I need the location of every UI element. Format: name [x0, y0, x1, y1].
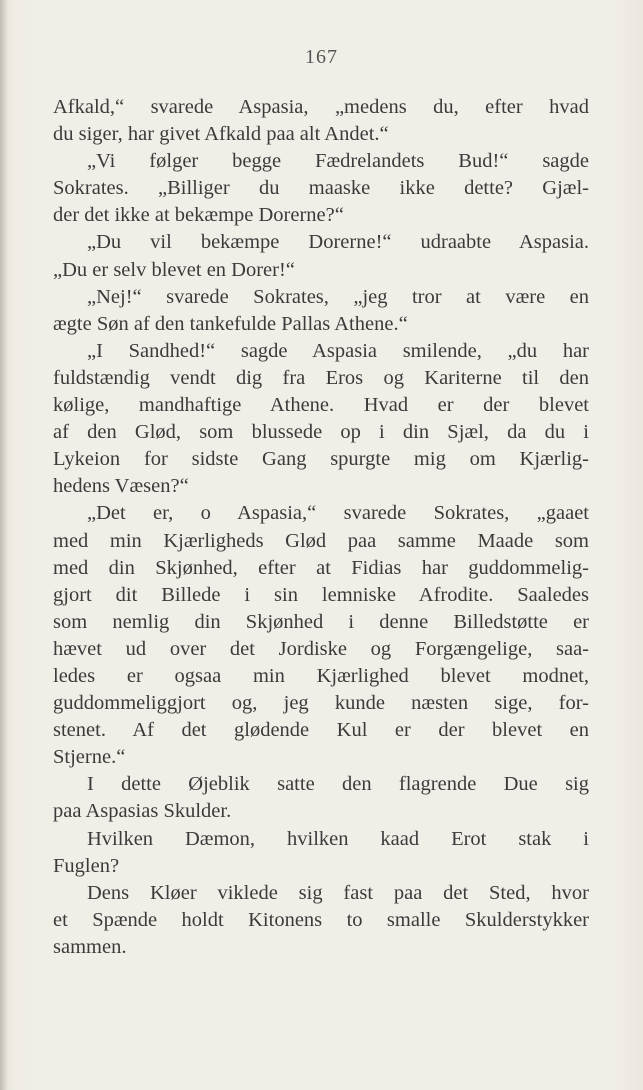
text-line: der det ikke at bekæmpe Dorerne?“ [53, 204, 344, 227]
text-line: Stjerne.“ [53, 746, 126, 769]
text-line: Hvilken Dæmon, hvilken kaad Erot stak i [87, 827, 589, 850]
text-line: Fuglen? [53, 854, 120, 877]
text-line: ledes er ogsaa min Kjærlighed blevet modnet, [53, 664, 589, 687]
text-line: med min Kjærligheds Glød paa samme Maade som [53, 529, 589, 552]
text-line: „Du vil bekæmpe Dorerne!“ udraabte Aspasia. [87, 231, 589, 254]
text-line: gjort dit Billede i sin lemniske Afrodite. Saaledes [53, 583, 589, 606]
page-number: 167 [305, 46, 338, 68]
text-line: et Spænde holdt Kitonens to smalle Skulderstykker [53, 908, 589, 931]
text-line: Sokrates. „Billiger du maaske ikke dette? Gjæl- [53, 177, 589, 200]
text-line: „Vi følger begge Fædrelandets Bud!“ sagde [87, 150, 589, 173]
text-line: I dette Øjeblik satte den flagrende Due sig [87, 773, 589, 796]
text-line: som nemlig din Skjønhed i denne Billedstøtte er [53, 610, 589, 633]
text-line: du siger, har givet Afkald paa alt Andet.“ [53, 123, 389, 146]
text-line: stenet. Af det glødende Kul er der blevet en [53, 719, 589, 742]
text-line: hedens Væsen?“ [53, 475, 189, 498]
body-text [53, 94, 589, 961]
text-line: guddommeliggjort og, jeg kunde næsten sige, for- [53, 692, 589, 715]
text-line: Afkald,“ svarede Aspasia, „medens du, efter hvad [53, 96, 589, 118]
text-line: „Du er selv blevet en Dorer!“ [53, 258, 295, 281]
text-line: „I Sandhed!“ sagde Aspasia smilende, „du har [87, 339, 589, 362]
text-line: med din Skjønhed, efter at Fidias har guddommelig- [53, 556, 589, 579]
text-line: hævet ud over det Jordiske og Forgængelige, saa- [53, 637, 589, 660]
text-line: sammen. [53, 935, 127, 958]
text-line: ægte Søn af den tankefulde Pallas Athene.“ [53, 312, 408, 335]
text-line: Dens Kløer viklede sig fast paa det Sted, hvor [87, 881, 589, 904]
text-line: „Det er, o Aspasia,“ svarede Sokrates, „gaaet [87, 502, 589, 525]
text-line: kølige, mandhaftige Athene. Hvad er der blevet [53, 394, 589, 417]
text-line: paa Aspasias Skulder. [53, 800, 232, 823]
text-line: fuldstændig vendt dig fra Eros og Kariterne til den [53, 366, 589, 389]
text-line: Lykeion for sidste Gang spurgte mig om Kjærlig- [53, 448, 589, 471]
page-edge-shadow [0, 0, 8, 1090]
text-line: „Nej!“ svarede Sokrates, „jeg tror at være en [87, 285, 589, 308]
text-line: af den Glød, som blussede op i din Sjæl, da du i [53, 421, 589, 444]
